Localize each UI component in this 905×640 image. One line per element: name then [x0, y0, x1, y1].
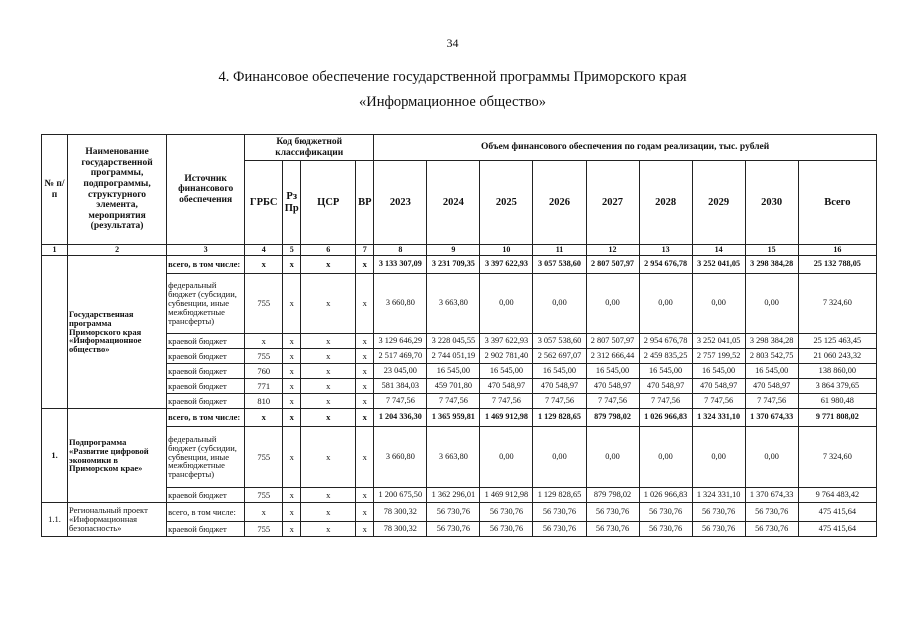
program-name-cell: Государственная программа Приморского края «Информационное общество»: [68, 256, 167, 409]
csr-code-cell: x: [301, 379, 356, 394]
header-year: 2024: [427, 161, 480, 245]
year-value-cell: 1 129 828,65: [533, 488, 586, 503]
header-csr: ЦСР: [301, 161, 356, 245]
total-value-cell: 7 324,60: [798, 427, 876, 488]
row-number-cell: 1.1.: [42, 503, 68, 537]
header-source: Источник финансового обеспечения: [167, 135, 245, 245]
year-value-cell: 1 129 828,65: [533, 409, 586, 427]
year-value-cell: 2 312 666,44: [586, 349, 639, 364]
year-value-cell: 2 757 199,52: [692, 349, 745, 364]
grbs-code-cell: x: [245, 334, 283, 349]
rzpr-code-cell: x: [283, 488, 301, 503]
column-index: 12: [586, 245, 639, 256]
funding-source-cell: краевой бюджет: [167, 349, 245, 364]
funding-source-cell: федеральный бюджет (субсидии, субвенции, иные межбюджетные трансферты): [167, 427, 245, 488]
year-value-cell: 1 026 966,83: [639, 488, 692, 503]
column-index: 9: [427, 245, 480, 256]
year-value-cell: 470 548,97: [480, 379, 533, 394]
year-value-cell: 470 548,97: [745, 379, 798, 394]
year-value-cell: 879 798,02: [586, 488, 639, 503]
year-value-cell: 2 902 781,40: [480, 349, 533, 364]
year-value-cell: 0,00: [639, 427, 692, 488]
grbs-code-cell: 771: [245, 379, 283, 394]
year-value-cell: 0,00: [480, 427, 533, 488]
rzpr-code-cell: x: [283, 427, 301, 488]
year-value-cell: 7 747,56: [374, 394, 427, 409]
year-value-cell: 7 747,56: [745, 394, 798, 409]
column-index: 15: [745, 245, 798, 256]
financing-table: [41, 134, 877, 537]
vr-code-cell: x: [356, 349, 374, 364]
table-row: [42, 522, 877, 537]
rzpr-code-cell: x: [283, 256, 301, 274]
year-value-cell: 56 730,76: [480, 522, 533, 537]
year-value-cell: 3 663,80: [427, 274, 480, 334]
grbs-code-cell: 760: [245, 364, 283, 379]
column-index: 10: [480, 245, 533, 256]
row-number-cell: [42, 256, 68, 409]
year-value-cell: 16 545,00: [533, 364, 586, 379]
year-value-cell: 459 701,80: [427, 379, 480, 394]
header-year: 2025: [480, 161, 533, 245]
year-value-cell: 1 324 331,10: [692, 488, 745, 503]
column-index: 6: [301, 245, 356, 256]
vr-code-cell: x: [356, 334, 374, 349]
year-value-cell: 470 548,97: [639, 379, 692, 394]
year-value-cell: 3 057 538,60: [533, 334, 586, 349]
column-index: 14: [692, 245, 745, 256]
header-year: 2028: [639, 161, 692, 245]
vr-code-cell: x: [356, 522, 374, 537]
year-value-cell: 3 397 622,93: [480, 334, 533, 349]
vr-code-cell: x: [356, 409, 374, 427]
column-index: 1: [42, 245, 68, 256]
header-year: 2027: [586, 161, 639, 245]
total-value-cell: 9 771 808,02: [798, 409, 876, 427]
grbs-code-cell: 810: [245, 394, 283, 409]
funding-source-cell: краевой бюджет: [167, 394, 245, 409]
year-value-cell: 1 026 966,83: [639, 409, 692, 427]
grbs-code-cell: 755: [245, 349, 283, 364]
header-vr: ВР: [356, 161, 374, 245]
table-row: [42, 503, 877, 522]
year-value-cell: 3 133 307,09: [374, 256, 427, 274]
grbs-code-cell: x: [245, 256, 283, 274]
table-row: [42, 427, 877, 488]
vr-code-cell: x: [356, 256, 374, 274]
csr-code-cell: x: [301, 349, 356, 364]
year-value-cell: 3 228 045,55: [427, 334, 480, 349]
rzpr-code-cell: x: [283, 409, 301, 427]
table-row: [42, 379, 877, 394]
year-value-cell: 56 730,76: [427, 522, 480, 537]
year-value-cell: 78 300,32: [374, 522, 427, 537]
total-value-cell: 138 860,00: [798, 364, 876, 379]
year-value-cell: 0,00: [533, 274, 586, 334]
header-name: Наименование государственной программы, подпрограммы, структурного элемента, мероприятия (результата): [68, 135, 167, 245]
column-index: 3: [167, 245, 245, 256]
rzpr-code-cell: x: [283, 394, 301, 409]
total-value-cell: 475 415,64: [798, 522, 876, 537]
rzpr-code-cell: x: [283, 334, 301, 349]
funding-source-cell: всего, в том числе:: [167, 409, 245, 427]
funding-source-cell: краевой бюджет: [167, 364, 245, 379]
header-year: 2026: [533, 161, 586, 245]
year-value-cell: 1 469 912,98: [480, 409, 533, 427]
year-value-cell: 2 744 051,19: [427, 349, 480, 364]
year-value-cell: 0,00: [692, 274, 745, 334]
total-value-cell: 21 060 243,32: [798, 349, 876, 364]
year-value-cell: 2 562 697,07: [533, 349, 586, 364]
csr-code-cell: x: [301, 256, 356, 274]
column-index: 2: [68, 245, 167, 256]
header-code-group: Код бюджетной классификации: [245, 135, 374, 161]
table-row: [42, 394, 877, 409]
rzpr-code-cell: x: [283, 349, 301, 364]
year-value-cell: 56 730,76: [586, 503, 639, 522]
table-row: [42, 334, 877, 349]
table-row: [42, 349, 877, 364]
rzpr-code-cell: x: [283, 522, 301, 537]
page-number: 34: [446, 36, 459, 50]
column-index: 13: [639, 245, 692, 256]
year-value-cell: 7 747,56: [427, 394, 480, 409]
total-value-cell: 61 980,48: [798, 394, 876, 409]
rzpr-code-cell: x: [283, 364, 301, 379]
year-value-cell: 56 730,76: [639, 522, 692, 537]
year-value-cell: 16 545,00: [480, 364, 533, 379]
grbs-code-cell: x: [245, 409, 283, 427]
grbs-code-cell: 755: [245, 427, 283, 488]
year-value-cell: 3 298 384,28: [745, 334, 798, 349]
year-value-cell: 3 660,80: [374, 274, 427, 334]
year-value-cell: 2 954 676,78: [639, 334, 692, 349]
year-value-cell: 470 548,97: [692, 379, 745, 394]
total-value-cell: 25 125 463,45: [798, 334, 876, 349]
year-value-cell: 1 370 674,33: [745, 409, 798, 427]
rzpr-code-cell: x: [283, 274, 301, 334]
column-index-row: [42, 245, 877, 256]
year-value-cell: 3 252 041,05: [692, 334, 745, 349]
funding-source-cell: всего, в том числе:: [167, 503, 245, 522]
funding-source-cell: всего, в том числе:: [167, 256, 245, 274]
year-value-cell: 56 730,76: [480, 503, 533, 522]
year-value-cell: 3 129 646,29: [374, 334, 427, 349]
year-value-cell: 1 365 959,81: [427, 409, 480, 427]
program-name-cell: Подпрограмма «Развитие цифровой экономики в Приморском крае»: [68, 409, 167, 503]
year-value-cell: 3 298 384,28: [745, 256, 798, 274]
table-row: [42, 409, 877, 427]
year-value-cell: 0,00: [745, 274, 798, 334]
year-value-cell: 7 747,56: [639, 394, 692, 409]
column-index: 16: [798, 245, 876, 256]
table-row: [42, 274, 877, 334]
year-value-cell: 2 459 835,25: [639, 349, 692, 364]
csr-code-cell: x: [301, 503, 356, 522]
year-value-cell: 56 730,76: [745, 522, 798, 537]
year-value-cell: 1 204 336,30: [374, 409, 427, 427]
year-value-cell: 56 730,76: [745, 503, 798, 522]
column-index: 5: [283, 245, 301, 256]
year-value-cell: 56 730,76: [533, 503, 586, 522]
header-volume-group: Объем финансового обеспечения по годам реализации, тыс. рублей: [374, 135, 877, 161]
year-value-cell: 56 730,76: [639, 503, 692, 522]
csr-code-cell: x: [301, 409, 356, 427]
table-row: [42, 256, 877, 274]
header-year: 2030: [745, 161, 798, 245]
csr-code-cell: x: [301, 427, 356, 488]
row-number-cell: 1.: [42, 409, 68, 503]
year-value-cell: 3 057 538,60: [533, 256, 586, 274]
funding-source-cell: краевой бюджет: [167, 488, 245, 503]
total-value-cell: 25 132 788,05: [798, 256, 876, 274]
year-value-cell: 16 545,00: [586, 364, 639, 379]
year-value-cell: 16 545,00: [745, 364, 798, 379]
year-value-cell: 0,00: [533, 427, 586, 488]
table-row: [42, 488, 877, 503]
funding-source-cell: краевой бюджет: [167, 334, 245, 349]
csr-code-cell: x: [301, 274, 356, 334]
year-value-cell: 1 370 674,33: [745, 488, 798, 503]
year-value-cell: 16 545,00: [639, 364, 692, 379]
vr-code-cell: x: [356, 503, 374, 522]
year-value-cell: 581 384,03: [374, 379, 427, 394]
funding-source-cell: краевой бюджет: [167, 379, 245, 394]
column-index: 4: [245, 245, 283, 256]
document-subtitle: «Информационное общество»: [358, 94, 547, 110]
vr-code-cell: x: [356, 394, 374, 409]
total-value-cell: 3 864 379,65: [798, 379, 876, 394]
document-title: 4. Финансовое обеспечение государственной программы Приморского края: [218, 69, 687, 85]
vr-code-cell: x: [356, 364, 374, 379]
year-value-cell: 7 747,56: [692, 394, 745, 409]
header-grbs: ГРБС: [245, 161, 283, 245]
year-value-cell: 56 730,76: [586, 522, 639, 537]
rzpr-code-cell: x: [283, 503, 301, 522]
rzpr-code-cell: x: [283, 379, 301, 394]
total-value-cell: 9 764 483,42: [798, 488, 876, 503]
year-value-cell: 0,00: [639, 274, 692, 334]
header-rzpr: Рз Пр: [283, 161, 301, 245]
vr-code-cell: x: [356, 274, 374, 334]
year-value-cell: 23 045,00: [374, 364, 427, 379]
column-index: 7: [356, 245, 374, 256]
program-name-cell: Региональный проект «Информационная безопасность»: [68, 503, 167, 537]
vr-code-cell: x: [356, 427, 374, 488]
column-index: 8: [374, 245, 427, 256]
year-value-cell: 2 803 542,75: [745, 349, 798, 364]
total-value-cell: 7 324,60: [798, 274, 876, 334]
year-value-cell: 2 807 507,97: [586, 334, 639, 349]
vr-code-cell: x: [356, 379, 374, 394]
year-value-cell: 2 517 469,70: [374, 349, 427, 364]
csr-code-cell: x: [301, 334, 356, 349]
header-year: 2029: [692, 161, 745, 245]
year-value-cell: 0,00: [586, 274, 639, 334]
year-value-cell: 0,00: [480, 274, 533, 334]
year-value-cell: 3 231 709,35: [427, 256, 480, 274]
year-value-cell: 7 747,56: [533, 394, 586, 409]
year-value-cell: 16 545,00: [692, 364, 745, 379]
year-value-cell: 0,00: [692, 427, 745, 488]
year-value-cell: 1 200 675,50: [374, 488, 427, 503]
grbs-code-cell: x: [245, 503, 283, 522]
year-value-cell: 3 252 041,05: [692, 256, 745, 274]
grbs-code-cell: 755: [245, 274, 283, 334]
year-value-cell: 56 730,76: [533, 522, 586, 537]
table-body: [42, 256, 877, 537]
year-value-cell: 470 548,97: [586, 379, 639, 394]
year-value-cell: 0,00: [586, 427, 639, 488]
table-row: [42, 364, 877, 379]
year-value-cell: 7 747,56: [586, 394, 639, 409]
csr-code-cell: x: [301, 364, 356, 379]
year-value-cell: 2 807 507,97: [586, 256, 639, 274]
funding-source-cell: федеральный бюджет (субсидии, субвенции, иные межбюджетные трансферты): [167, 274, 245, 334]
year-value-cell: 3 397 622,93: [480, 256, 533, 274]
year-value-cell: 16 545,00: [427, 364, 480, 379]
csr-code-cell: x: [301, 394, 356, 409]
csr-code-cell: x: [301, 488, 356, 503]
year-value-cell: 1 362 296,01: [427, 488, 480, 503]
year-value-cell: 7 747,56: [480, 394, 533, 409]
year-value-cell: 2 954 676,78: [639, 256, 692, 274]
year-value-cell: 56 730,76: [692, 503, 745, 522]
header-year: 2023: [374, 161, 427, 245]
year-value-cell: 3 660,80: [374, 427, 427, 488]
column-index: 11: [533, 245, 586, 256]
funding-source-cell: краевой бюджет: [167, 522, 245, 537]
year-value-cell: 56 730,76: [427, 503, 480, 522]
year-value-cell: 879 798,02: [586, 409, 639, 427]
year-value-cell: 1 469 912,98: [480, 488, 533, 503]
total-value-cell: 475 415,64: [798, 503, 876, 522]
year-value-cell: 3 663,80: [427, 427, 480, 488]
year-value-cell: 0,00: [745, 427, 798, 488]
csr-code-cell: x: [301, 522, 356, 537]
grbs-code-cell: 755: [245, 488, 283, 503]
year-value-cell: 78 300,32: [374, 503, 427, 522]
grbs-code-cell: 755: [245, 522, 283, 537]
year-value-cell: 56 730,76: [692, 522, 745, 537]
year-value-cell: 470 548,97: [533, 379, 586, 394]
header-num: № п/п: [42, 135, 68, 245]
year-value-cell: 1 324 331,10: [692, 409, 745, 427]
vr-code-cell: x: [356, 488, 374, 503]
header-total: Всего: [798, 161, 876, 245]
